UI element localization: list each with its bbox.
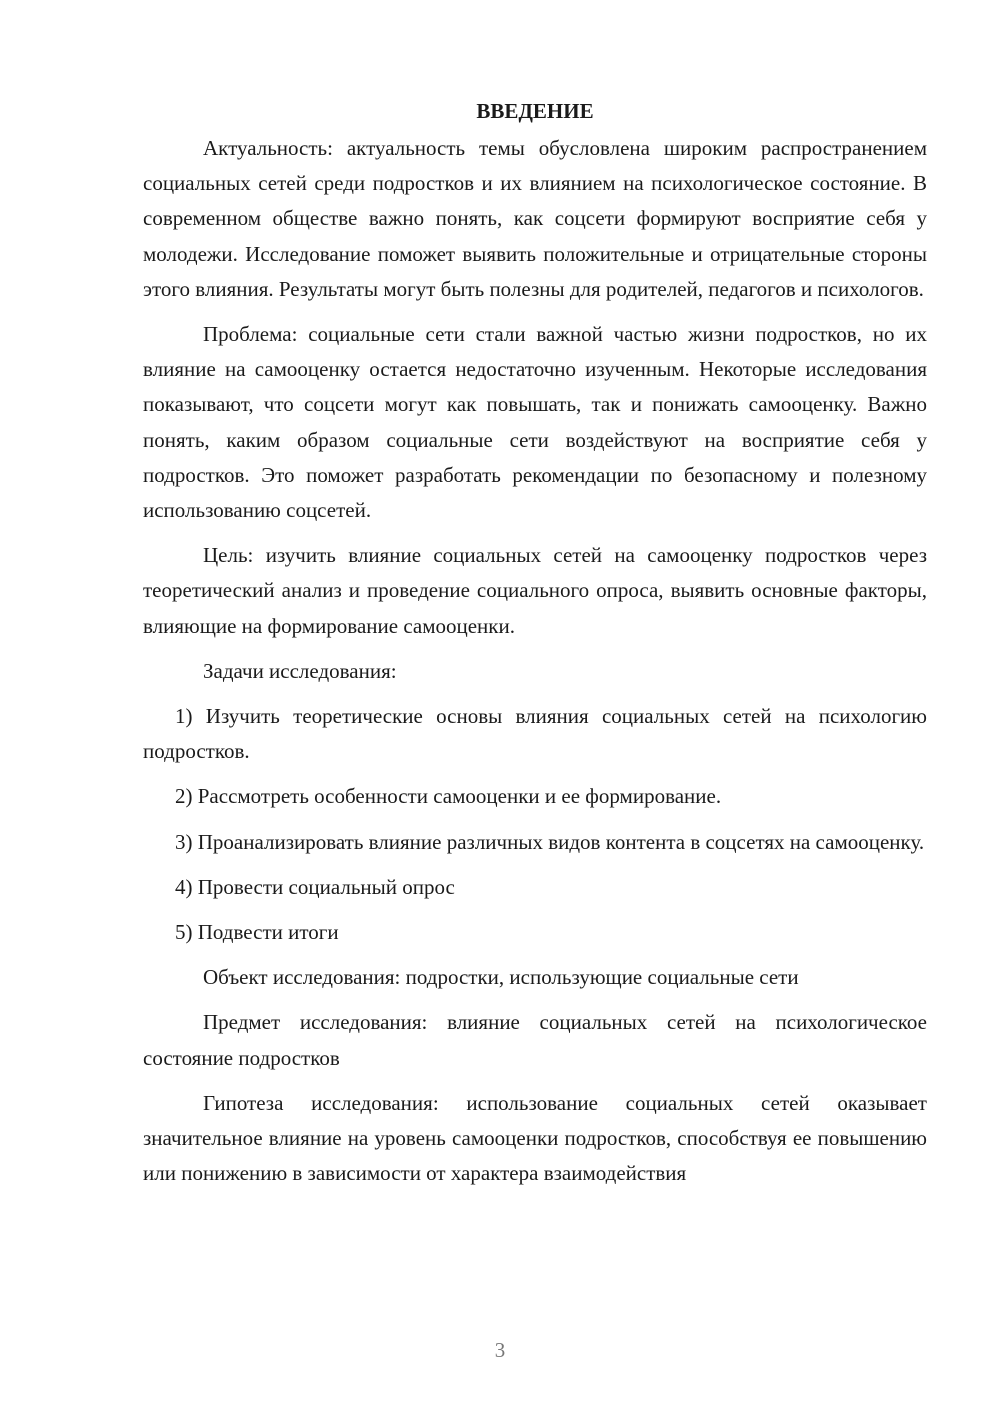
tasks-heading: Задачи исследования: (203, 658, 397, 683)
paragraph-subject: Предмет исследования: влияние социальных сетей на психологическое состояние подростков (143, 1010, 927, 1070)
page-number: 3 (494, 1338, 506, 1362)
task-item-5: 5) Подвести итоги (175, 920, 339, 945)
paragraph-goal: Цель: изучить влияние социальных сетей на самооценку подростков через теоретический анализ и проведение социального опроса, выявить основные факторы, влияющие на формирование самооценки. (143, 543, 927, 638)
task-item-4: 4) Провести социальный опрос (175, 874, 455, 899)
task-item-1: 1) Изучить теоретические основы влияния социальных сетей на психологию подростков. (143, 704, 927, 764)
paragraph-object: Объект исследования: подростки, использующие социальные сети (203, 965, 799, 990)
document-title: ВВЕДЕНИЕ (476, 99, 594, 123)
paragraph-relevance: Актуальность: актуальность темы обусловлена широким распространением социальных сетей среди подростков и их влиянием на психологическое состояние. В современном обществе важно понять, как соцсети формируют восприятие себя у молодежи. Исследование поможет выявить положительные и отрицательные стороны этого влияния. Результаты могут быть полезны для родителей, педагогов и психологов. (143, 136, 927, 301)
task-item-3: 3) Проанализировать влияние различных видов контента в соцсетях на самооценку. (175, 829, 925, 854)
paragraph-problem: Проблема: социальные сети стали важной частью жизни подростков, но их влияние на самооценку остается недостаточно изученным. Некоторые исследования показывают, что соцсети могут как повышать, так и понижать самооценку. Важно понять, каким образом социальные сети воздействуют на восприятие себя у подростков. Это поможет разработать рекомендации по безопасному и полезному использованию соцсетей. (143, 322, 927, 523)
document-page (143, 97, 927, 1201)
task-item-2: 2) Рассмотреть особенности самооценки и ее формирование. (175, 784, 722, 809)
paragraph-hypothesis: Гипотеза исследования: использование социальных сетей оказывает значительное влияние на уровень самооценки подростков, способствуя ее повышению или понижению в зависимости от характера взаимодействия (143, 1090, 927, 1186)
